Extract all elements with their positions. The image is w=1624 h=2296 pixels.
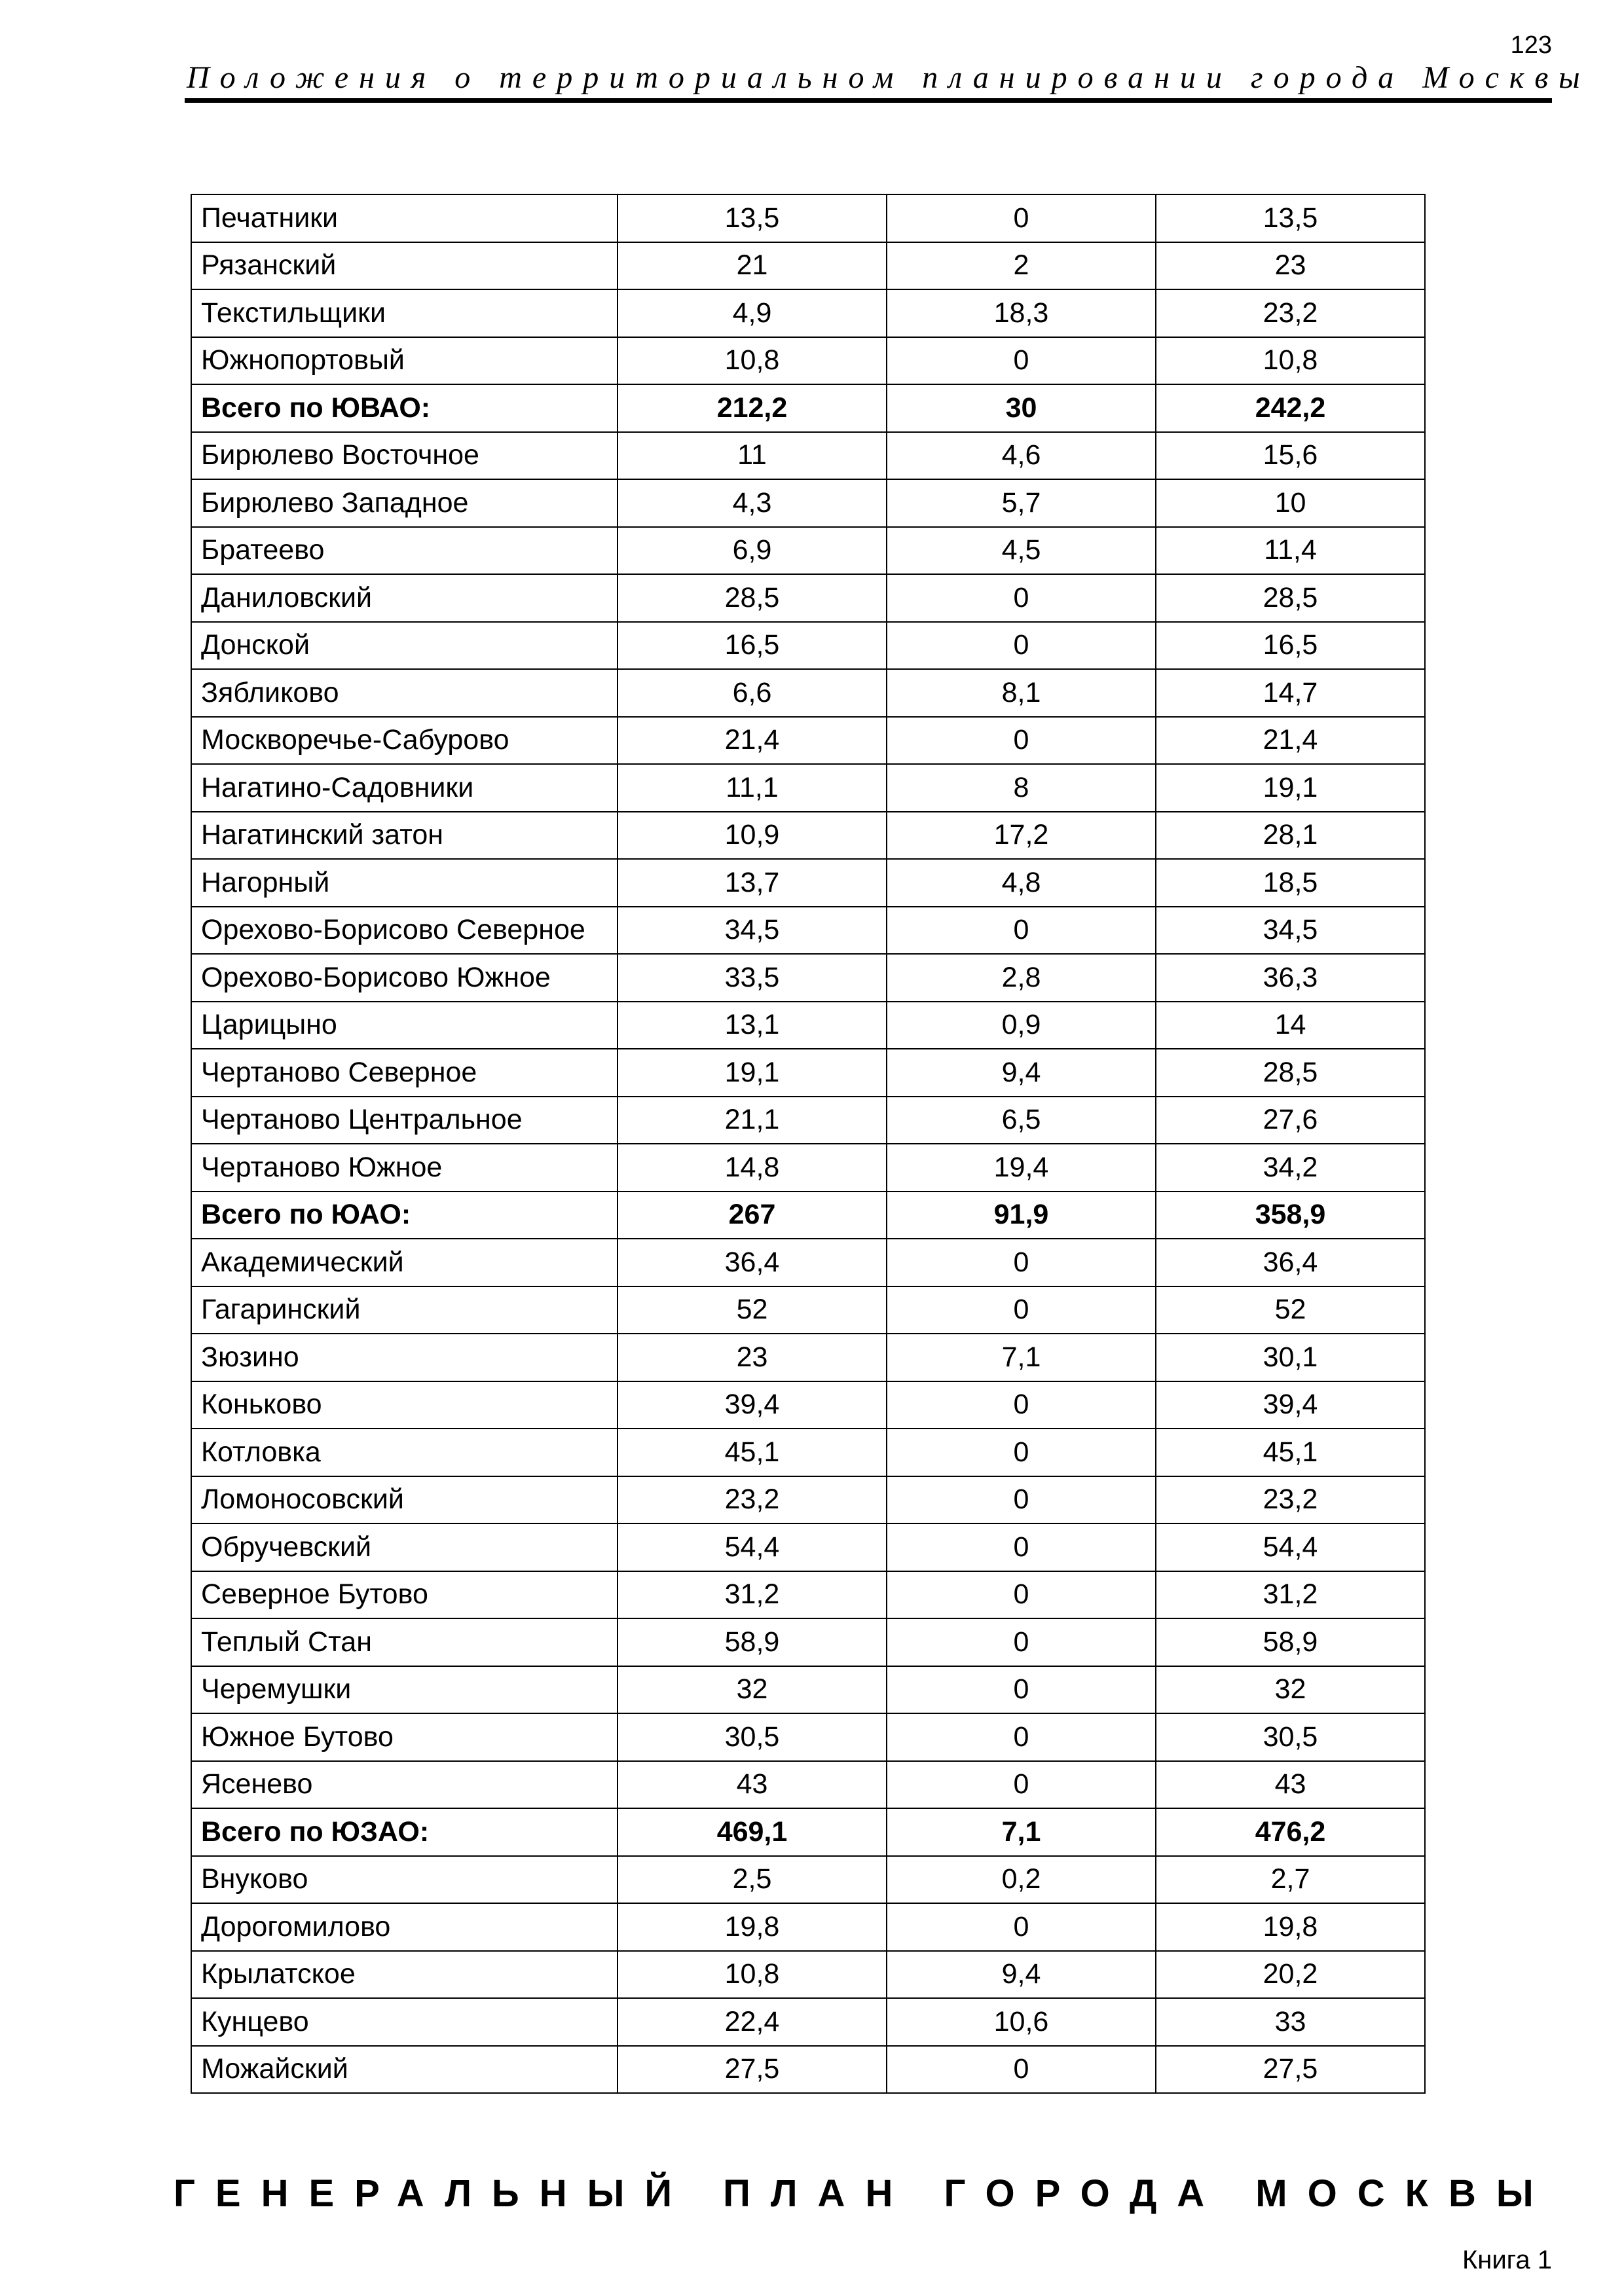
district-name-cell: Зябликово (191, 669, 618, 717)
value-cell-2: 18,3 (887, 289, 1156, 337)
value-cell-3: 28,5 (1156, 574, 1425, 622)
value-cell-2: 0 (887, 1286, 1156, 1334)
value-cell-1: 469,1 (618, 1808, 887, 1856)
value-cell-1: 21,4 (618, 717, 887, 765)
value-cell-3: 33 (1156, 1998, 1425, 2046)
table-row (191, 574, 1425, 622)
value-cell-1: 14,8 (618, 1144, 887, 1192)
table-row (191, 194, 1425, 242)
value-cell-1: 30,5 (618, 1713, 887, 1761)
value-cell-2: 0 (887, 907, 1156, 955)
value-cell-1: 36,4 (618, 1239, 887, 1286)
value-cell-2: 0,2 (887, 1856, 1156, 1904)
district-name-cell: Ясенево (191, 1761, 618, 1809)
header-rule (185, 98, 1552, 103)
value-cell-1: 58,9 (618, 1618, 887, 1666)
value-cell-2: 10,6 (887, 1998, 1156, 2046)
table-row (191, 1571, 1425, 1619)
table-row (191, 1429, 1425, 1476)
value-cell-3: 36,4 (1156, 1239, 1425, 1286)
value-cell-1: 21 (618, 242, 887, 290)
district-name-cell: Кунцево (191, 1998, 618, 2046)
value-cell-2: 17,2 (887, 812, 1156, 860)
table-row (191, 2046, 1425, 2094)
district-name-cell: Гагаринский (191, 1286, 618, 1334)
value-cell-2: 0 (887, 1713, 1156, 1761)
district-name-cell: Котловка (191, 1429, 618, 1476)
table-row (191, 907, 1425, 955)
value-cell-2: 0 (887, 337, 1156, 385)
district-name-cell: Орехово-Борисово Северное (191, 907, 618, 955)
value-cell-3: 14,7 (1156, 669, 1425, 717)
district-name-cell: Теплый Стан (191, 1618, 618, 1666)
table-row (191, 622, 1425, 670)
value-cell-1: 54,4 (618, 1523, 887, 1571)
value-cell-2: 6,5 (887, 1097, 1156, 1144)
value-cell-1: 28,5 (618, 574, 887, 622)
value-cell-1: 33,5 (618, 954, 887, 1002)
value-cell-1: 4,3 (618, 479, 887, 527)
value-cell-1: 16,5 (618, 622, 887, 670)
value-cell-2: 0 (887, 1476, 1156, 1524)
table-row (191, 1523, 1425, 1571)
district-name-cell: Северное Бутово (191, 1571, 618, 1619)
table-row (191, 1761, 1425, 1809)
table-row (191, 1618, 1425, 1666)
table-row (191, 1713, 1425, 1761)
district-name-cell: Бирюлево Западное (191, 479, 618, 527)
table-total-row (191, 384, 1425, 432)
value-cell-2: 19,4 (887, 1144, 1156, 1192)
value-cell-3: 39,4 (1156, 1381, 1425, 1429)
value-cell-1: 34,5 (618, 907, 887, 955)
value-cell-3: 28,1 (1156, 812, 1425, 860)
table-body (191, 194, 1425, 2093)
value-cell-1: 19,8 (618, 1903, 887, 1951)
table-row (191, 1002, 1425, 1049)
district-name-cell: Крылатское (191, 1951, 618, 1999)
value-cell-3: 242,2 (1156, 384, 1425, 432)
value-cell-2: 2 (887, 242, 1156, 290)
value-cell-3: 2,7 (1156, 1856, 1425, 1904)
value-cell-3: 34,2 (1156, 1144, 1425, 1192)
value-cell-3: 14 (1156, 1002, 1425, 1049)
table-row (191, 432, 1425, 480)
district-name-cell: Обручевский (191, 1523, 618, 1571)
district-name-cell: Южное Бутово (191, 1713, 618, 1761)
value-cell-3: 43 (1156, 1761, 1425, 1809)
value-cell-1: 13,1 (618, 1002, 887, 1049)
value-cell-2: 0 (887, 1429, 1156, 1476)
value-cell-3: 20,2 (1156, 1951, 1425, 1999)
value-cell-3: 27,6 (1156, 1097, 1425, 1144)
value-cell-1: 10,8 (618, 337, 887, 385)
value-cell-2: 0 (887, 1571, 1156, 1619)
value-cell-3: 28,5 (1156, 1049, 1425, 1097)
value-cell-1: 32 (618, 1666, 887, 1714)
value-cell-1: 10,8 (618, 1951, 887, 1999)
table-row (191, 1049, 1425, 1097)
district-name-cell: Всего по ЮВАО: (191, 384, 618, 432)
value-cell-1: 45,1 (618, 1429, 887, 1476)
value-cell-3: 16,5 (1156, 622, 1425, 670)
value-cell-3: 10,8 (1156, 337, 1425, 385)
value-cell-3: 10 (1156, 479, 1425, 527)
value-cell-3: 23,2 (1156, 1476, 1425, 1524)
district-name-cell: Даниловский (191, 574, 618, 622)
value-cell-1: 11,1 (618, 764, 887, 812)
table-total-row (191, 1808, 1425, 1856)
value-cell-3: 36,3 (1156, 954, 1425, 1002)
table-row (191, 242, 1425, 290)
table-row (191, 1239, 1425, 1286)
value-cell-2: 30 (887, 384, 1156, 432)
table-row (191, 1476, 1425, 1524)
value-cell-1: 39,4 (618, 1381, 887, 1429)
value-cell-2: 0 (887, 574, 1156, 622)
value-cell-3: 27,5 (1156, 2046, 1425, 2094)
district-name-cell: Нагатино-Садовники (191, 764, 618, 812)
district-name-cell: Донской (191, 622, 618, 670)
book-label: Книга 1 (1462, 2246, 1552, 2274)
table-row (191, 1998, 1425, 2046)
value-cell-3: 15,6 (1156, 432, 1425, 480)
value-cell-1: 23,2 (618, 1476, 887, 1524)
value-cell-1: 13,5 (618, 194, 887, 242)
value-cell-2: 91,9 (887, 1192, 1156, 1239)
district-name-cell: Нагатинский затон (191, 812, 618, 860)
value-cell-3: 19,8 (1156, 1903, 1425, 1951)
district-name-cell: Южнопортовый (191, 337, 618, 385)
district-name-cell: Черемушки (191, 1666, 618, 1714)
table-row (191, 1903, 1425, 1951)
value-cell-2: 0 (887, 1381, 1156, 1429)
table-row (191, 1381, 1425, 1429)
value-cell-1: 43 (618, 1761, 887, 1809)
value-cell-1: 19,1 (618, 1049, 887, 1097)
district-name-cell: Печатники (191, 194, 618, 242)
running-header-title: Положения о территориальном планировании города Москвы (187, 60, 1591, 95)
value-cell-3: 54,4 (1156, 1523, 1425, 1571)
district-name-cell: Внуково (191, 1856, 618, 1904)
value-cell-3: 30,1 (1156, 1334, 1425, 1381)
value-cell-3: 45,1 (1156, 1429, 1425, 1476)
value-cell-1: 10,9 (618, 812, 887, 860)
value-cell-2: 8 (887, 764, 1156, 812)
table-row (191, 764, 1425, 812)
value-cell-3: 52 (1156, 1286, 1425, 1334)
district-name-cell: Коньково (191, 1381, 618, 1429)
value-cell-2: 0 (887, 1761, 1156, 1809)
value-cell-3: 11,4 (1156, 527, 1425, 575)
value-cell-2: 0 (887, 622, 1156, 670)
table-row (191, 1286, 1425, 1334)
district-name-cell: Можайский (191, 2046, 618, 2094)
value-cell-2: 9,4 (887, 1951, 1156, 1999)
table-row (191, 289, 1425, 337)
value-cell-1: 6,6 (618, 669, 887, 717)
district-name-cell: Бирюлево Восточное (191, 432, 618, 480)
district-data-table (191, 194, 1426, 2094)
value-cell-2: 9,4 (887, 1049, 1156, 1097)
value-cell-2: 4,8 (887, 859, 1156, 907)
value-cell-2: 0 (887, 2046, 1156, 2094)
district-name-cell: Всего по ЮЗАО: (191, 1808, 618, 1856)
district-name-cell: Москворечье-Сабурово (191, 717, 618, 765)
value-cell-1: 6,9 (618, 527, 887, 575)
value-cell-1: 23 (618, 1334, 887, 1381)
value-cell-2: 0 (887, 194, 1156, 242)
value-cell-1: 13,7 (618, 859, 887, 907)
value-cell-1: 27,5 (618, 2046, 887, 2094)
table-row (191, 479, 1425, 527)
value-cell-3: 23,2 (1156, 289, 1425, 337)
table-row (191, 1097, 1425, 1144)
value-cell-3: 19,1 (1156, 764, 1425, 812)
value-cell-2: 8,1 (887, 669, 1156, 717)
value-cell-2: 0 (887, 1903, 1156, 1951)
value-cell-2: 0 (887, 1666, 1156, 1714)
value-cell-3: 23 (1156, 242, 1425, 290)
value-cell-2: 5,7 (887, 479, 1156, 527)
value-cell-3: 18,5 (1156, 859, 1425, 907)
value-cell-2: 4,6 (887, 432, 1156, 480)
district-name-cell: Ломоносовский (191, 1476, 618, 1524)
district-name-cell: Нагорный (191, 859, 618, 907)
value-cell-1: 22,4 (618, 1998, 887, 2046)
value-cell-3: 31,2 (1156, 1571, 1425, 1619)
district-name-cell: Академический (191, 1239, 618, 1286)
value-cell-1: 21,1 (618, 1097, 887, 1144)
footer-title: ГЕНЕРАЛЬНЫЙ ПЛАН ГОРОДА МОСКВЫ (174, 2172, 1554, 2215)
table-row (191, 1856, 1425, 1904)
value-cell-2: 0 (887, 1523, 1156, 1571)
value-cell-1: 11 (618, 432, 887, 480)
value-cell-2: 0 (887, 717, 1156, 765)
value-cell-3: 358,9 (1156, 1192, 1425, 1239)
value-cell-3: 13,5 (1156, 194, 1425, 242)
value-cell-2: 7,1 (887, 1334, 1156, 1381)
value-cell-3: 58,9 (1156, 1618, 1425, 1666)
value-cell-3: 30,5 (1156, 1713, 1425, 1761)
district-name-cell: Рязанский (191, 242, 618, 290)
value-cell-2: 0,9 (887, 1002, 1156, 1049)
page-number: 123 (1510, 31, 1552, 59)
district-name-cell: Чертаново Северное (191, 1049, 618, 1097)
table-row (191, 859, 1425, 907)
district-name-cell: Текстильщики (191, 289, 618, 337)
value-cell-2: 7,1 (887, 1808, 1156, 1856)
district-name-cell: Братеево (191, 527, 618, 575)
value-cell-1: 2,5 (618, 1856, 887, 1904)
value-cell-3: 21,4 (1156, 717, 1425, 765)
table-row (191, 669, 1425, 717)
district-name-cell: Дорогомилово (191, 1903, 618, 1951)
district-name-cell: Чертаново Южное (191, 1144, 618, 1192)
value-cell-1: 52 (618, 1286, 887, 1334)
district-name-cell: Всего по ЮАО: (191, 1192, 618, 1239)
district-name-cell: Зюзино (191, 1334, 618, 1381)
value-cell-1: 31,2 (618, 1571, 887, 1619)
table-row (191, 527, 1425, 575)
table-row (191, 812, 1425, 860)
table-row (191, 337, 1425, 385)
table-row (191, 1334, 1425, 1381)
district-name-cell: Орехово-Борисово Южное (191, 954, 618, 1002)
value-cell-2: 0 (887, 1618, 1156, 1666)
table-row (191, 954, 1425, 1002)
value-cell-3: 34,5 (1156, 907, 1425, 955)
value-cell-1: 4,9 (618, 289, 887, 337)
value-cell-2: 4,5 (887, 527, 1156, 575)
value-cell-1: 212,2 (618, 384, 887, 432)
table-row (191, 717, 1425, 765)
value-cell-2: 0 (887, 1239, 1156, 1286)
value-cell-1: 267 (618, 1192, 887, 1239)
table-total-row (191, 1192, 1425, 1239)
value-cell-3: 32 (1156, 1666, 1425, 1714)
table-row (191, 1666, 1425, 1714)
table-row (191, 1951, 1425, 1999)
value-cell-3: 476,2 (1156, 1808, 1425, 1856)
district-name-cell: Царицыно (191, 1002, 618, 1049)
district-name-cell: Чертаново Центральное (191, 1097, 618, 1144)
value-cell-2: 2,8 (887, 954, 1156, 1002)
table-row (191, 1144, 1425, 1192)
